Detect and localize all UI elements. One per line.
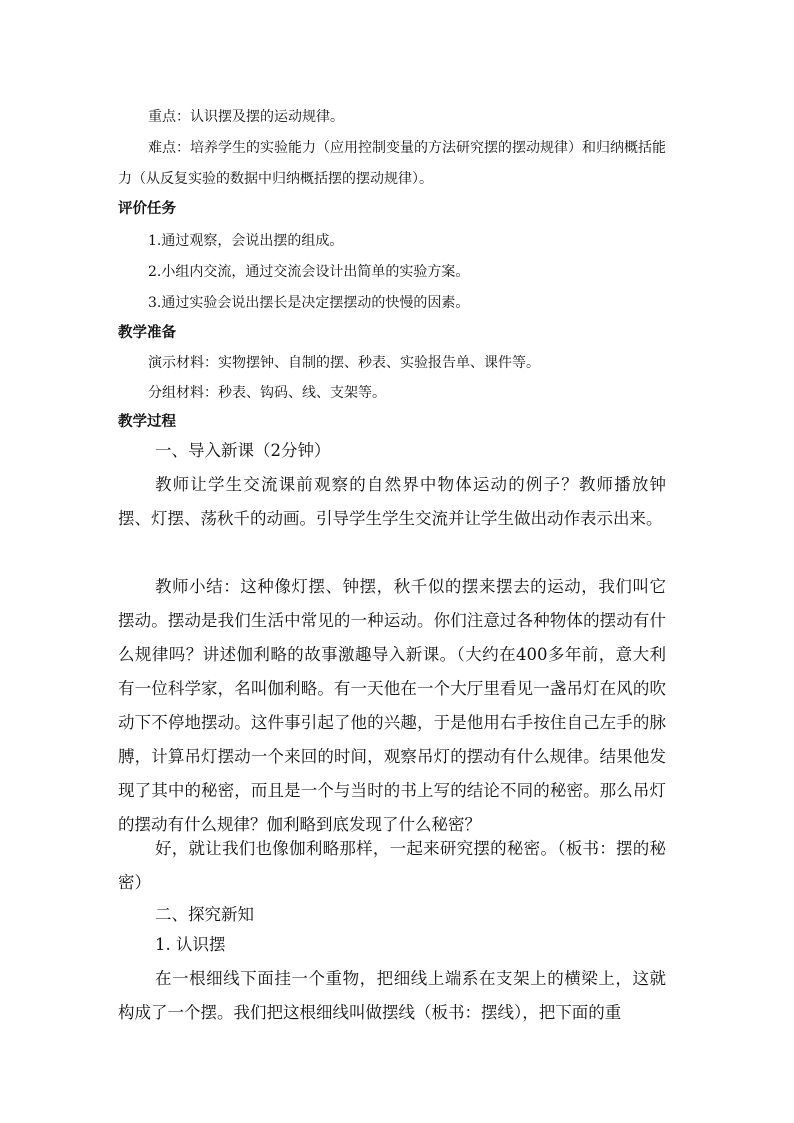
key-point: 重点：认识摆及摆的运动规律。 xyxy=(148,109,344,125)
evaluation-item-3: 3.通过实验会说出摆长是决定摆摆动的快慢的因素。 xyxy=(148,295,470,311)
section1-title: 一、导入新课（2分钟） xyxy=(155,441,331,460)
preparation-group: 分组材料：秒表、钩码、线、支架等。 xyxy=(148,385,386,401)
process-heading: 教学过程 xyxy=(118,413,176,430)
paragraph-3: 好，就让我们也像伽利略那样，一起来研究摆的秘密。（板书：摆的秘密） xyxy=(118,839,666,892)
evaluation-item-2: 2.小组内交流，通过交流会设计出简单的实验方案。 xyxy=(148,264,470,280)
evaluation-heading: 评价任务 xyxy=(118,200,176,217)
paragraph-2: 教师小结：这种像灯摆、钟摆，秋千似的摆来摆去的运动，我们叫它摆动。摆动是我们生活中常见的一种运动。你们注意过各种物体的摆动有什么规律吗？讲述伽利略的故事激趣导入新课。（大约在400多年前，意大利有一位科学家，名叫伽利略。有一天他在一个大厅里看见一盏吊灯在风的吹动下不停地摆动。这件事引起了他的兴趣，于是他用右手按住自己左手的脉膊，计算吊灯摆动一个来回的时间，观察吊灯的摆动有什么规律。结果他发现了其中的秘密，而且是一个与当时的书上写的结论不同的秘密。那么吊灯的摆动有什么规律？伽利略到底发现了什么秘密？ xyxy=(118,577,666,834)
preparation-heading: 教学准备 xyxy=(118,324,176,341)
subsection1-title: 1. 认识摆 xyxy=(155,935,226,954)
paragraph-4: 在一根细线下面挂一个重物，把细线上端系在支架上的横梁上，这就构成了一个摆。我们把这根细线叫做摆线（板书：摆线），把下面的重 xyxy=(118,969,666,1022)
section2-title: 二、探究新知 xyxy=(155,905,254,924)
paragraph-1: 教师让学生交流课前观察的自然界中物体运动的例子？教师播放钟摆、灯摆、荡秋千的动画。引导学生学生交流并让学生做出动作表示出来。 xyxy=(118,475,666,528)
evaluation-item-1: 1.通过观察，会说出摆的组成。 xyxy=(148,233,344,249)
preparation-demo: 演示材料：实物摆钟、自制的摆、秒表、实验报告单、课件等。 xyxy=(148,355,540,371)
difficult-point-line2: 力（从反复实验的数据中归纳概括摆的摆动规律）。 xyxy=(118,171,433,187)
difficult-point-line1: 难点：培养学生的实验能力（应用控制变量的方法研究摆的摆动规律）和归纳概括能 xyxy=(148,140,666,156)
